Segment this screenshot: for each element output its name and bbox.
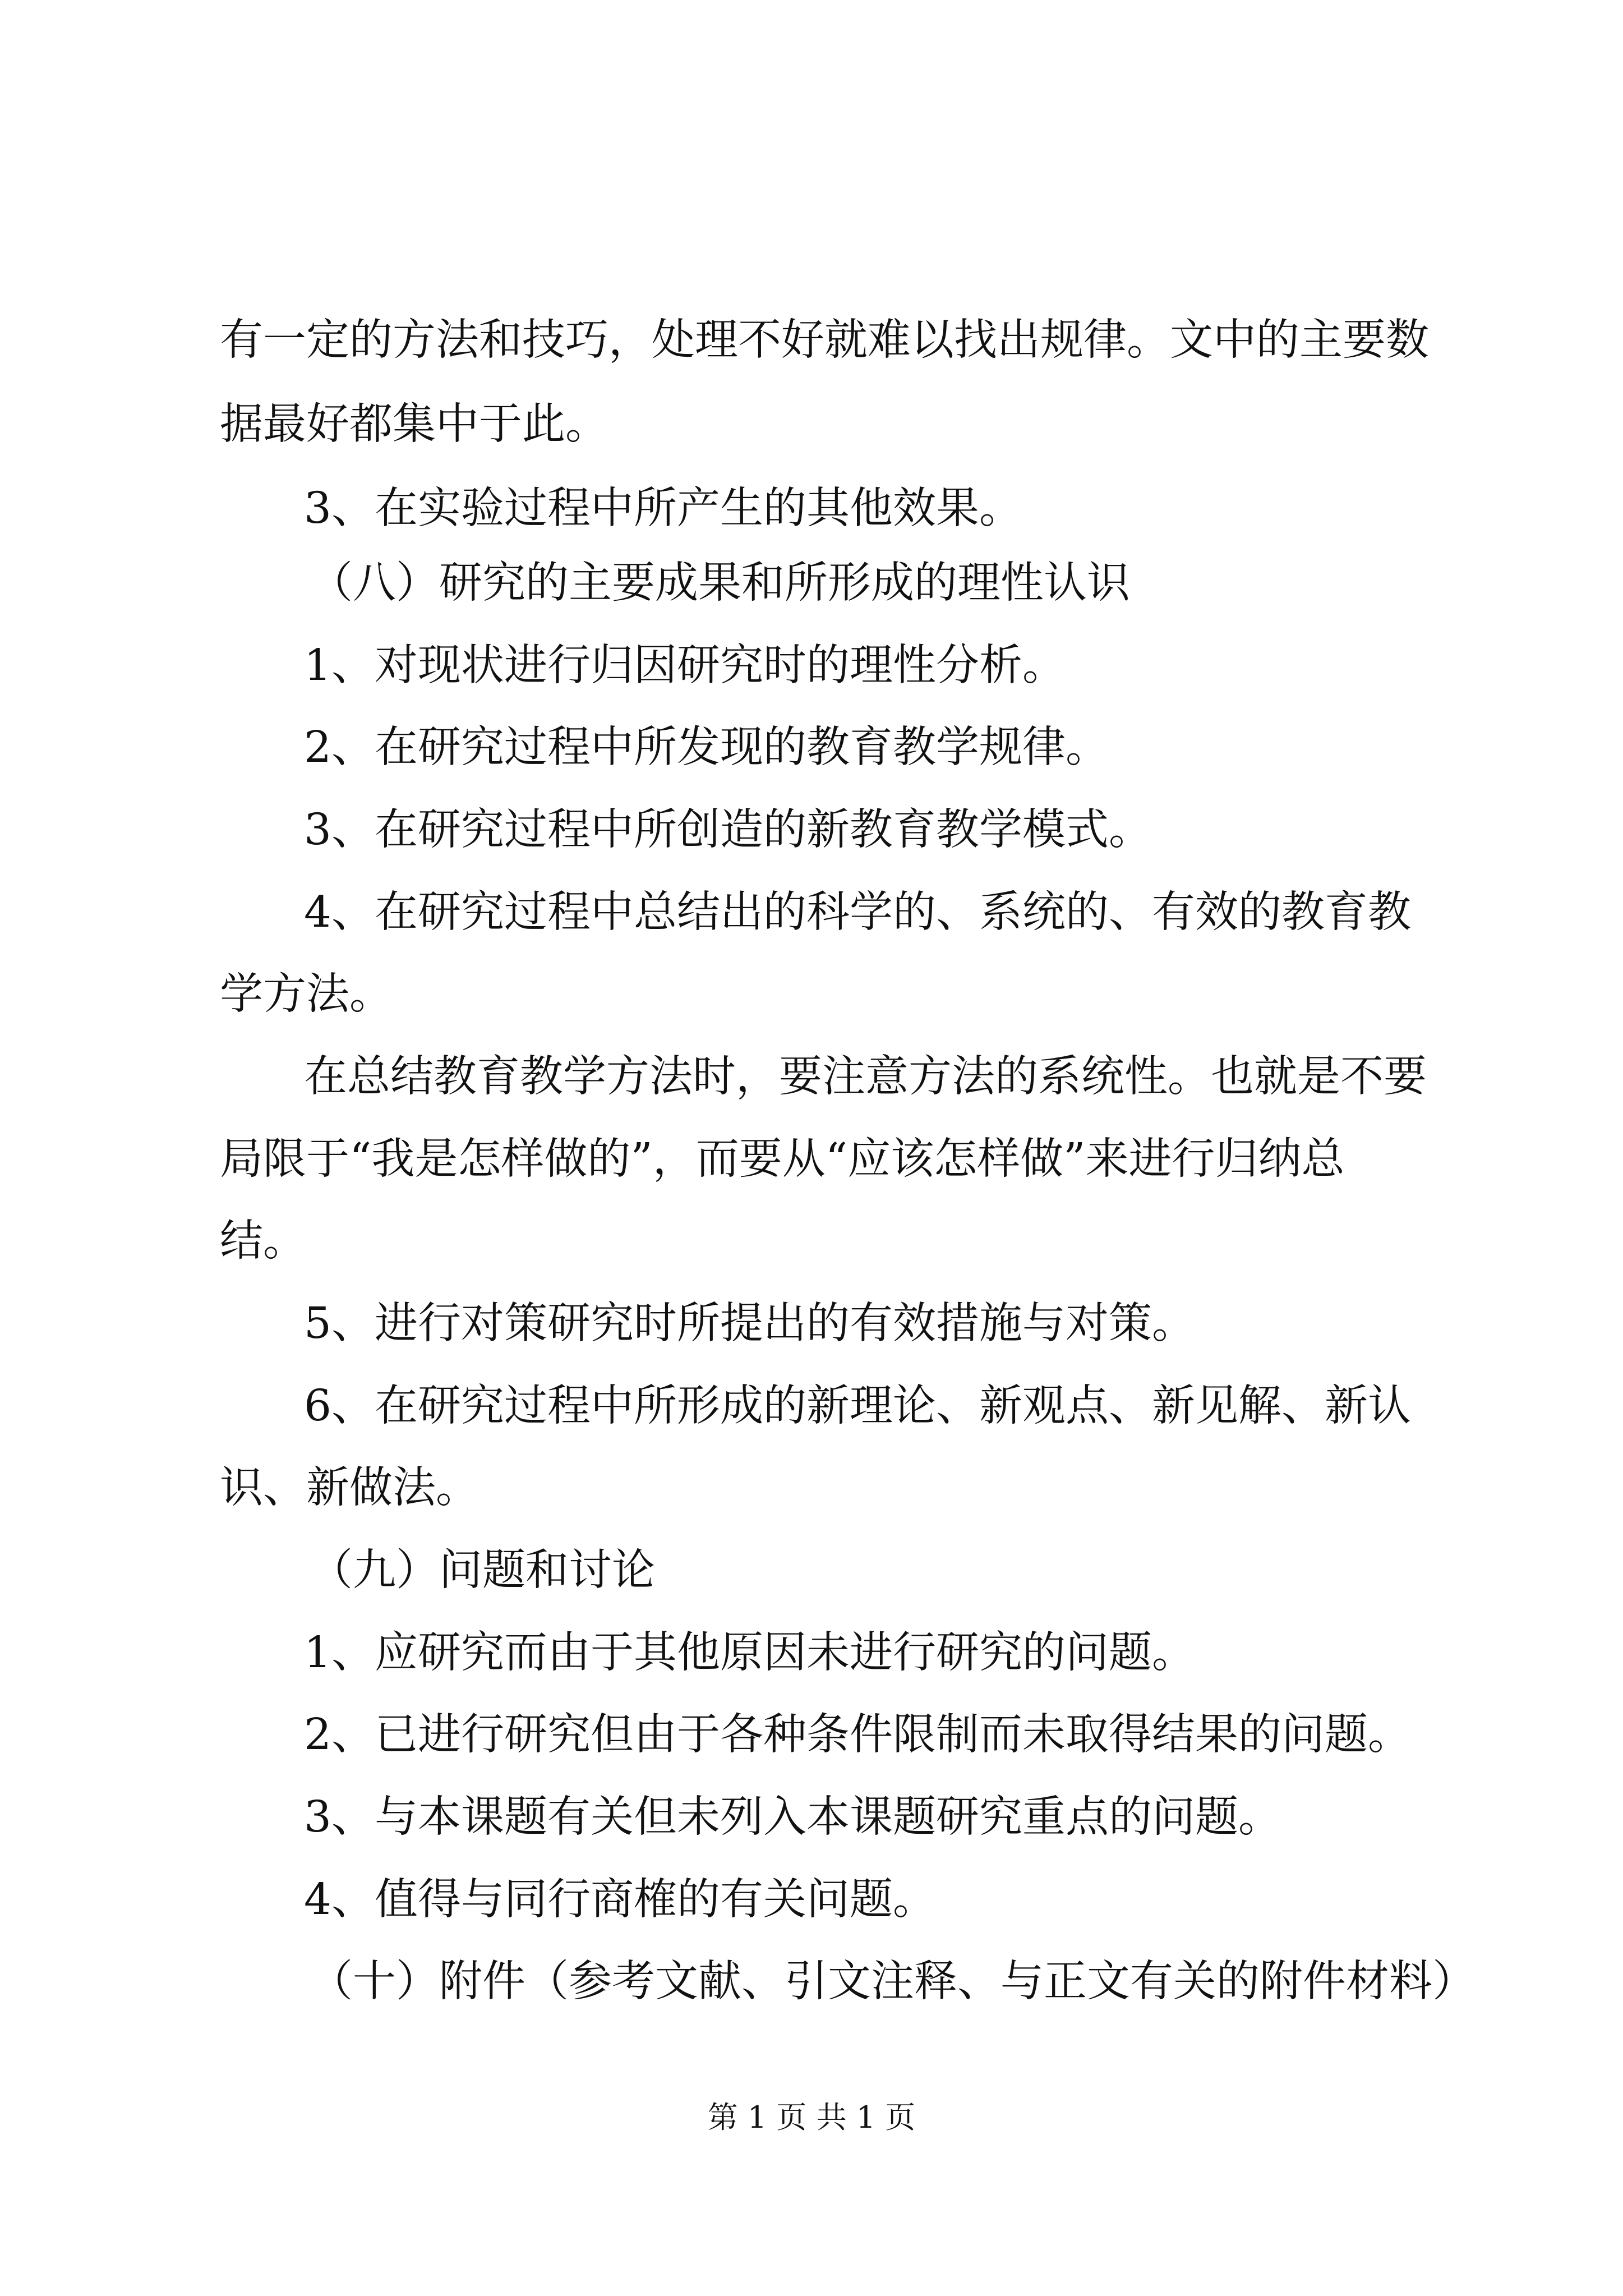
list-item: 2、在研究过程中所发现的教育教学规律。 <box>304 723 1109 772</box>
body-text-line: 有一定的方法和技巧，处理不好就难以找出规律。文中的主要数 <box>220 315 1429 365</box>
list-item: 4、值得与同行商榷的有关问题。 <box>304 1875 936 1925</box>
list-item: 1、应研究而由于其他原因未进行研究的问题。 <box>304 1628 1195 1678</box>
list-item: 3、与本课题有关但未列入本课题研究重点的问题。 <box>304 1792 1281 1842</box>
body-text-line: 识、新做法。 <box>220 1463 479 1513</box>
list-item: 6、在研究过程中所形成的新理论、新观点、新见解、新认 <box>304 1381 1411 1431</box>
section-heading: （八）研究的主要成果和所形成的理性认识 <box>310 558 1130 608</box>
list-item: 5、进行对策研究时所提出的有效措施与对策。 <box>304 1299 1195 1349</box>
list-item: 3、在研究过程中所创造的新教育教学模式。 <box>304 805 1152 855</box>
list-item: 2、已进行研究但由于各种条件限制而未取得结果的问题。 <box>304 1710 1411 1760</box>
list-item: 4、在研究过程中总结出的科学的、系统的、有效的教育教 <box>304 887 1411 937</box>
paragraph-line: 在总结教育教学方法时，要注意方法的系统性。也就是不要 <box>304 1052 1427 1102</box>
body-text-line: 结。 <box>220 1216 306 1266</box>
section-heading: （十）附件（参考文献、引文注释、与正文有关的附件材料） <box>310 1957 1476 2007</box>
list-item: 3、在实验过程中所产生的其他效果。 <box>304 484 1022 533</box>
body-text-line: 局限于“我是怎样做的”，而要从“应该怎样做”来进行归纳总 <box>220 1134 1345 1184</box>
page-footer: 第 1 页 共 1 页 <box>707 2100 916 2135</box>
body-text-line: 据最好都集中于此。 <box>220 399 608 449</box>
section-heading: （九）问题和讨论 <box>310 1545 655 1595</box>
list-item: 1、对现状进行归因研究时的理性分析。 <box>304 641 1066 691</box>
body-text-line: 学方法。 <box>220 969 393 1019</box>
